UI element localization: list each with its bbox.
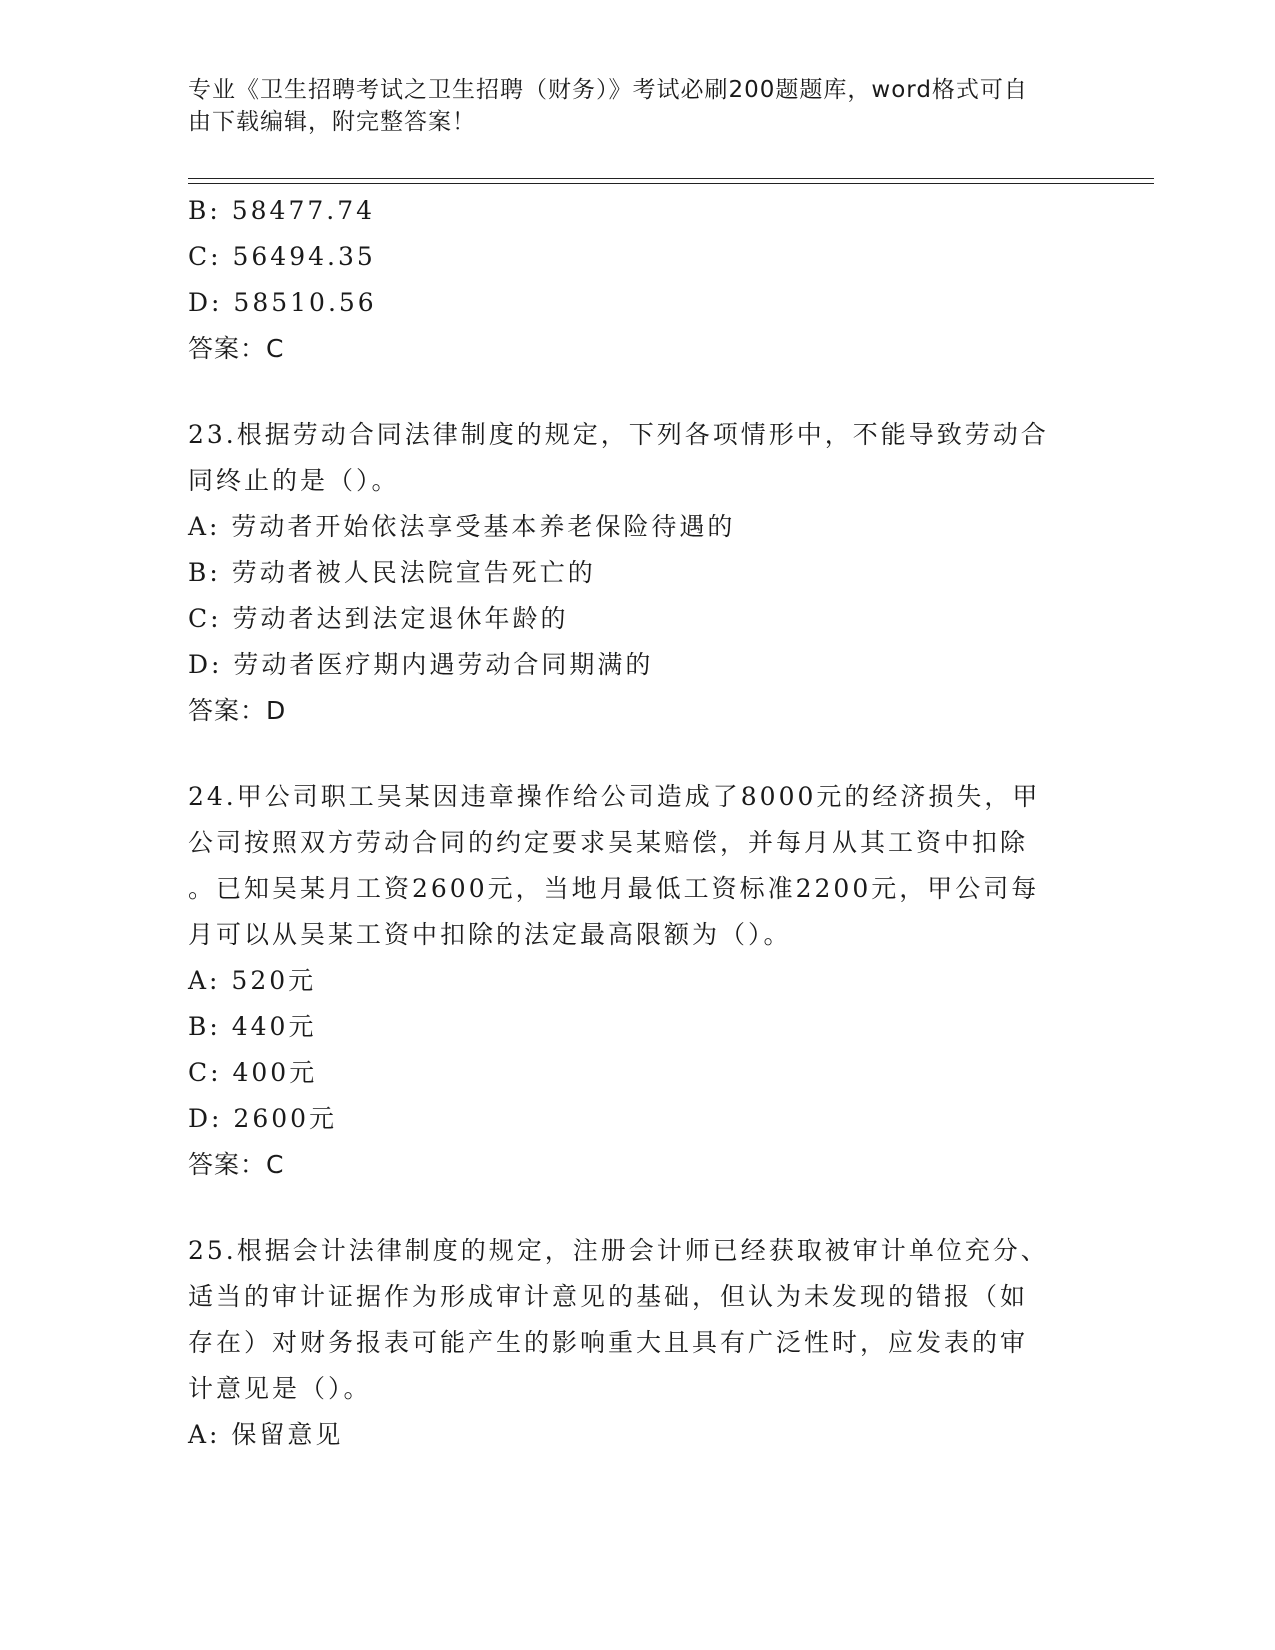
header-divider-top [188,178,1154,179]
question-stem-line: 公司按照双方劳动合同的约定要求吴某赔偿，并每月从其工资中扣除 [188,828,1029,857]
answer-line: 答案：C [188,1150,285,1179]
option-a: A: 劳动者开始依法享受基本养老保险待遇的 [188,512,736,541]
question-stem-line: 存在）对财务报表可能产生的影响重大且具有广泛性时，应发表的审 [188,1328,1029,1357]
header-title-line-1: 专业《卫生招聘考试之卫生招聘（财务）》考试必刷200题题库，word格式可自 [188,77,1028,103]
page-header [188,74,1068,138]
answer-line: 答案：D [188,696,287,725]
option-c: C: 400元 [188,1058,318,1087]
question-content [188,188,1088,1458]
option-c: C: 56494.35 [188,242,376,271]
question-stem-line: 同终止的是（）。 [188,466,400,495]
header-title-line-2: 由下载编辑，附完整答案！ [188,109,476,135]
question-24 [188,774,1088,1188]
question-23 [188,412,1088,734]
option-c: C: 劳动者达到法定退休年龄的 [188,604,569,633]
spacer [188,734,1088,774]
option-b: B: 劳动者被人民法院宣告死亡的 [188,558,596,587]
option-d: D: 58510.56 [188,288,377,317]
header-divider-bottom [188,183,1154,184]
question-stem-line: 适当的审计证据作为形成审计意见的基础，但认为未发现的错报（如 [188,1282,1029,1311]
question-stem-line: 25.根据会计法律制度的规定，注册会计师已经获取被审计单位充分、 [188,1236,1049,1265]
option-a: A: 保留意见 [188,1420,344,1449]
option-b: B: 58477.74 [188,196,376,225]
spacer [188,1188,1088,1228]
question-stem-line: 计意见是（）。 [188,1374,372,1403]
previous-question-tail [188,188,1088,372]
question-stem-line: 月可以从吴某工资中扣除的法定最高限额为（）。 [188,920,792,949]
option-d: D: 劳动者医疗期内遇劳动合同期满的 [188,650,654,679]
answer-line: 答案：C [188,334,285,363]
question-stem-line: 24.甲公司职工吴某因违章操作给公司造成了8000元的经济损失，甲 [188,782,1041,811]
option-b: B: 440元 [188,1012,317,1041]
question-stem-line: 23.根据劳动合同法律制度的规定，下列各项情形中，不能导致劳动合 [188,420,1049,449]
option-a: A: 520元 [188,966,317,995]
question-stem-line: 。已知吴某月工资2600元，当地月最低工资标准2200元，甲公司每 [188,874,1040,903]
option-d: D: 2600元 [188,1104,338,1133]
question-25 [188,1228,1088,1458]
spacer [188,372,1088,412]
